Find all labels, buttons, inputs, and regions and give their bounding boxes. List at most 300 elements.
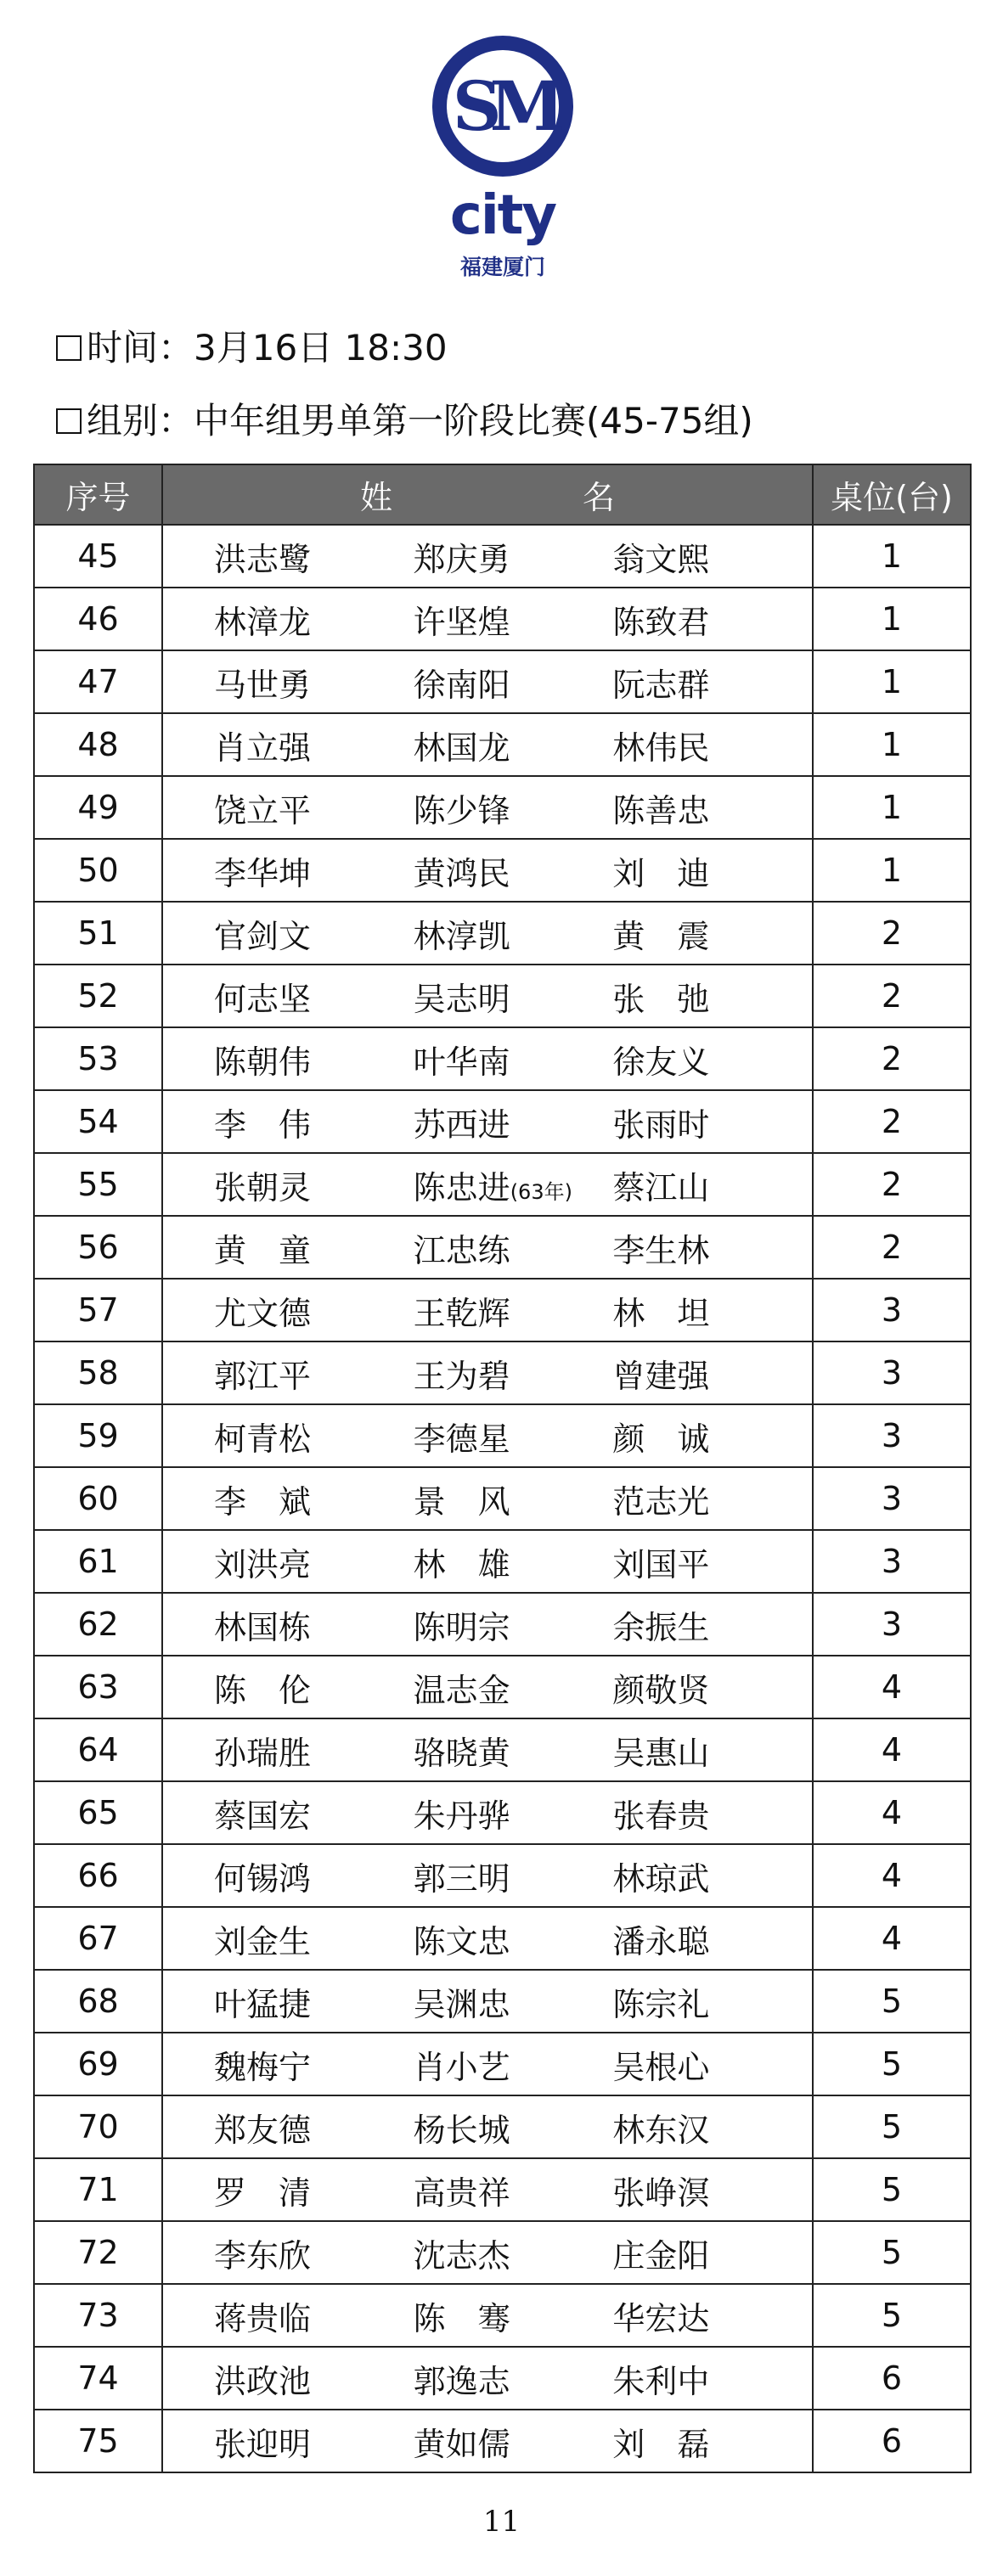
- player-name-text: 张雨时: [612, 1105, 710, 1144]
- player-name-text: 张峥溟: [612, 2174, 710, 2212]
- player-name-text: 陈忠进: [413, 1168, 510, 1206]
- table-header-row: [34, 464, 971, 525]
- player-name: [414, 2230, 613, 2276]
- player-name-text: 阮志群: [612, 666, 710, 704]
- player-name-text: 罗 清: [214, 2174, 312, 2212]
- row-seq: 71: [34, 2158, 162, 2221]
- checkbox-square-icon: [56, 408, 82, 434]
- header-name-surname: 姓: [359, 479, 392, 516]
- player-name: [214, 1413, 414, 1460]
- player-name-text: 郭江平: [214, 1357, 312, 1395]
- table-row: [34, 1907, 971, 1970]
- player-name: [414, 1350, 613, 1397]
- player-name-text: 范志光: [612, 1482, 710, 1521]
- table-row: [34, 713, 971, 776]
- header-name: [162, 464, 813, 525]
- player-name: [214, 1601, 414, 1648]
- player-name: [612, 1350, 812, 1397]
- player-name-text: 翁文熙: [612, 540, 710, 578]
- player-name: [214, 2104, 414, 2151]
- player-name-text: 马世勇: [214, 666, 312, 704]
- checkbox-square-icon: [56, 335, 82, 361]
- player-name: [612, 1978, 812, 2025]
- row-seq: 60: [34, 1467, 162, 1530]
- player-name-text: 华宏达: [612, 2299, 710, 2337]
- row-table-no: 3: [813, 1404, 971, 1467]
- player-name-text: 吴志明: [413, 980, 510, 1018]
- player-name-text: 景 风: [413, 1482, 510, 1521]
- roster-table: [33, 464, 972, 2473]
- player-name: [214, 785, 414, 831]
- table-row: [34, 1781, 971, 1844]
- player-name-text: 李德星: [413, 1420, 510, 1458]
- player-name: [214, 1978, 414, 2025]
- row-names: [162, 1341, 813, 1404]
- player-name-text: 洪志鹭: [214, 540, 312, 578]
- row-seq: 73: [34, 2284, 162, 2347]
- player-name-text: 吴惠山: [612, 1734, 710, 1772]
- row-seq: 55: [34, 1153, 162, 1216]
- player-name: [612, 2418, 812, 2465]
- player-name: [214, 2167, 414, 2213]
- player-name-text: 朱利中: [612, 2362, 710, 2400]
- player-name: [214, 2355, 414, 2402]
- row-table-no: 1: [813, 713, 971, 776]
- table-row: [34, 839, 971, 902]
- table-row: [34, 1718, 971, 1781]
- row-table-no: 3: [813, 1279, 971, 1341]
- row-seq: 48: [34, 713, 162, 776]
- player-name: [414, 596, 613, 643]
- player-name-text: 徐南阳: [413, 666, 510, 704]
- row-names: [162, 1781, 813, 1844]
- row-seq: 52: [34, 965, 162, 1027]
- player-name-text: 郑友德: [214, 2111, 312, 2149]
- player-name-text: 余振生: [612, 1608, 710, 1646]
- player-name: [214, 596, 414, 643]
- player-name-text: 叶华南: [413, 1043, 510, 1081]
- row-names: [162, 1593, 813, 1656]
- table-row: [34, 1216, 971, 1279]
- row-seq: 72: [34, 2221, 162, 2284]
- row-names: [162, 1530, 813, 1593]
- row-table-no: 2: [813, 965, 971, 1027]
- header-table-no: 桌位(台): [813, 464, 971, 525]
- player-name: [612, 1287, 812, 1334]
- player-name-text: 何锡鸿: [214, 1859, 312, 1898]
- player-name: [414, 847, 613, 894]
- row-seq: 65: [34, 1781, 162, 1844]
- player-name-text: 沈志杰: [413, 2236, 510, 2275]
- row-names: [162, 1153, 813, 1216]
- player-name: [612, 2292, 812, 2339]
- player-name-text: 徐友义: [612, 1043, 710, 1081]
- row-seq: 63: [34, 1656, 162, 1718]
- header-seq: 序号: [34, 464, 162, 525]
- player-name-text: 魏梅宁: [214, 2048, 312, 2086]
- player-name-text: 郭三明: [413, 1859, 510, 1898]
- player-name: [612, 847, 812, 894]
- player-name: [214, 2041, 414, 2088]
- player-name: [414, 1161, 613, 1208]
- player-name-text: 潘永聪: [612, 1922, 710, 1960]
- player-name: [414, 2167, 613, 2213]
- player-name: [612, 973, 812, 1020]
- row-names: [162, 2095, 813, 2158]
- row-table-no: 3: [813, 1530, 971, 1593]
- row-table-no: 5: [813, 2033, 971, 2095]
- player-name: [414, 1538, 613, 1585]
- player-name-text: 林漳龙: [214, 603, 312, 641]
- player-name-text: 黄 震: [612, 917, 710, 955]
- player-name: [414, 2355, 613, 2402]
- player-name: [612, 1036, 812, 1083]
- row-table-no: 5: [813, 1970, 971, 2033]
- table-row: [34, 525, 971, 588]
- player-name: [414, 2292, 613, 2339]
- row-names: [162, 1090, 813, 1153]
- info-group-text: 组别：中年组男单第一阶段比赛(45-75组): [87, 400, 753, 442]
- row-table-no: 3: [813, 1593, 971, 1656]
- player-name-text: 李 伟: [214, 1105, 312, 1144]
- player-name-text: 许坚煌: [413, 603, 510, 641]
- table-row: [34, 2095, 971, 2158]
- player-name-text: 黄如儒: [413, 2425, 510, 2463]
- info-time-line: [56, 323, 448, 374]
- player-name-text: 叶猛捷: [214, 1985, 312, 2023]
- player-name: [214, 973, 414, 1020]
- row-names: [162, 1718, 813, 1781]
- row-table-no: 5: [813, 2095, 971, 2158]
- player-name: [214, 2418, 414, 2465]
- row-names: [162, 2221, 813, 2284]
- player-name: [214, 2292, 414, 2339]
- table-row: [34, 1341, 971, 1404]
- info-group-line: [56, 396, 753, 447]
- page-number: 11: [482, 2505, 521, 2539]
- player-name-text: 林 雄: [413, 1545, 510, 1583]
- row-table-no: 4: [813, 1907, 971, 1970]
- row-seq: 53: [34, 1027, 162, 1090]
- player-name-text: 庄金阳: [612, 2236, 710, 2275]
- player-name: [414, 1287, 613, 1334]
- player-name: [414, 910, 613, 957]
- row-table-no: 2: [813, 1027, 971, 1090]
- table-row: [34, 650, 971, 713]
- player-name-text: 李生林: [612, 1231, 710, 1269]
- row-table-no: 1: [813, 525, 971, 588]
- player-name-text: 郭逸志: [413, 2362, 510, 2400]
- row-seq: 68: [34, 1970, 162, 2033]
- player-name: [414, 1978, 613, 2025]
- player-name-text: 王乾辉: [413, 1294, 510, 1332]
- table-row: [34, 1593, 971, 1656]
- player-name-text: 陈致君: [612, 603, 710, 641]
- player-name-text: 陈善忠: [612, 791, 710, 830]
- player-name: [612, 2355, 812, 2402]
- player-name-text: 颜敬贤: [612, 1671, 710, 1709]
- player-name: [214, 1853, 414, 1899]
- player-name: [612, 2104, 812, 2151]
- player-name: [414, 1036, 613, 1083]
- player-name: [214, 1790, 414, 1836]
- logo-location-text: 福建厦门: [459, 255, 545, 279]
- row-table-no: 2: [813, 1090, 971, 1153]
- row-table-no: 6: [813, 2410, 971, 2472]
- row-table-no: 2: [813, 1153, 971, 1216]
- player-name-text: 张朝灵: [214, 1168, 312, 1206]
- player-name: [414, 533, 613, 580]
- player-name: [612, 1413, 812, 1460]
- player-name: [214, 1161, 414, 1208]
- player-name-text: 苏西进: [413, 1105, 510, 1144]
- row-names: [162, 2158, 813, 2221]
- player-name: [214, 659, 414, 706]
- row-seq: 54: [34, 1090, 162, 1153]
- table-body: [34, 525, 971, 2472]
- row-table-no: 4: [813, 1781, 971, 1844]
- player-name-text: 张春贵: [612, 1797, 710, 1835]
- player-name: [214, 847, 414, 894]
- player-name: [214, 2230, 414, 2276]
- sm-city-logo: [427, 36, 578, 290]
- row-names: [162, 965, 813, 1027]
- table-row: [34, 1656, 971, 1718]
- player-name: [414, 2418, 613, 2465]
- player-name-text: 张 弛: [612, 980, 710, 1018]
- table-row: [34, 1530, 971, 1593]
- player-name-text: 张迎明: [214, 2425, 312, 2463]
- row-names: [162, 650, 813, 713]
- row-table-no: 1: [813, 839, 971, 902]
- player-name-text: 朱丹骅: [413, 1797, 510, 1835]
- player-name-text: 江忠练: [413, 1231, 510, 1269]
- row-table-no: 3: [813, 1341, 971, 1404]
- player-name-text: 林淳凯: [413, 917, 510, 955]
- player-name-text: 刘金生: [214, 1922, 312, 1960]
- row-seq: 59: [34, 1404, 162, 1467]
- player-name: [414, 1915, 613, 1962]
- player-name-text: 刘国平: [612, 1545, 710, 1583]
- player-name-text: 肖小艺: [413, 2048, 510, 2086]
- row-names: [162, 1216, 813, 1279]
- player-name-text: 陈 骞: [413, 2299, 510, 2337]
- row-names: [162, 2284, 813, 2347]
- row-seq: 51: [34, 902, 162, 965]
- player-name: [612, 1476, 812, 1522]
- player-name: [214, 533, 414, 580]
- player-name-text: 林国栋: [214, 1608, 312, 1646]
- row-names: [162, 839, 813, 902]
- row-seq: 46: [34, 588, 162, 650]
- row-names: [162, 2347, 813, 2410]
- row-seq: 66: [34, 1844, 162, 1907]
- row-seq: 57: [34, 1279, 162, 1341]
- row-names: [162, 2410, 813, 2472]
- player-name: [612, 596, 812, 643]
- player-name-text: 吴根心: [612, 2048, 710, 2086]
- table-row: [34, 1844, 971, 1907]
- table-row: [34, 1027, 971, 1090]
- player-name: [214, 1538, 414, 1585]
- player-name-text: 洪政池: [214, 2362, 312, 2400]
- row-seq: 67: [34, 1907, 162, 1970]
- player-name: [414, 1413, 613, 1460]
- player-name-text: 柯青松: [214, 1420, 312, 1458]
- player-name: [414, 973, 613, 1020]
- row-table-no: 3: [813, 1467, 971, 1530]
- row-table-no: 2: [813, 902, 971, 965]
- player-name: [612, 722, 812, 768]
- row-names: [162, 1656, 813, 1718]
- player-name: [414, 1664, 613, 1711]
- table-row: [34, 902, 971, 965]
- logo-sm-mark: SM: [452, 66, 554, 146]
- row-names: [162, 525, 813, 588]
- player-name-text: 官剑文: [214, 917, 312, 955]
- player-name-text: 骆晓黄: [413, 1734, 510, 1772]
- table-row: [34, 1467, 971, 1530]
- row-names: [162, 588, 813, 650]
- row-table-no: 5: [813, 2158, 971, 2221]
- row-table-no: 6: [813, 2347, 971, 2410]
- player-name-text: 蒋贵临: [214, 2299, 312, 2337]
- player-name-text: 李华坤: [214, 854, 312, 892]
- row-names: [162, 776, 813, 839]
- row-names: [162, 1027, 813, 1090]
- player-name-text: 郑庆勇: [413, 540, 510, 578]
- player-name: [414, 1099, 613, 1145]
- player-name: [612, 1099, 812, 1145]
- table-row: [34, 1090, 971, 1153]
- row-seq: 69: [34, 2033, 162, 2095]
- player-name: [414, 722, 613, 768]
- player-name: [214, 910, 414, 957]
- player-name: [214, 722, 414, 768]
- player-name: [612, 659, 812, 706]
- player-name-text: 尤文德: [214, 1294, 312, 1332]
- row-names: [162, 902, 813, 965]
- row-names: [162, 1844, 813, 1907]
- player-name: [414, 659, 613, 706]
- player-name: [214, 1224, 414, 1271]
- player-name-text: 刘洪亮: [214, 1545, 312, 1583]
- player-name-text: 王为碧: [413, 1357, 510, 1395]
- player-name: [214, 1350, 414, 1397]
- player-name: [214, 1476, 414, 1522]
- player-name-text: 陈朝伟: [214, 1043, 312, 1081]
- player-name: [612, 533, 812, 580]
- row-names: [162, 1404, 813, 1467]
- table-row: [34, 588, 971, 650]
- player-name-text: 刘 磊: [612, 2425, 710, 2463]
- logo-city-text: city: [449, 184, 556, 247]
- row-seq: 47: [34, 650, 162, 713]
- row-table-no: 1: [813, 588, 971, 650]
- player-name-text: 林琼武: [612, 1859, 710, 1898]
- header-name-given: 名: [582, 479, 615, 516]
- player-name: [414, 2041, 613, 2088]
- row-table-no: 5: [813, 2284, 971, 2347]
- row-seq: 58: [34, 1341, 162, 1404]
- table-row: [34, 1153, 971, 1216]
- player-name-text: 李 斌: [214, 1482, 312, 1521]
- player-name-text: 陈明宗: [413, 1608, 510, 1646]
- player-name-text: 黄鸿民: [413, 854, 510, 892]
- player-name-text: 陈宗礼: [612, 1985, 710, 2023]
- player-name-text: 林伟民: [612, 728, 710, 767]
- row-seq: 56: [34, 1216, 162, 1279]
- player-name: [612, 1664, 812, 1711]
- row-names: [162, 1467, 813, 1530]
- player-name: [414, 1224, 613, 1271]
- player-name: [414, 1727, 613, 1774]
- table-row: [34, 1279, 971, 1341]
- player-name: [414, 1601, 613, 1648]
- table-row: [34, 2033, 971, 2095]
- row-seq: 50: [34, 839, 162, 902]
- player-name-text: 陈 伦: [214, 1671, 312, 1709]
- row-names: [162, 1907, 813, 1970]
- player-name: [214, 1664, 414, 1711]
- row-seq: 62: [34, 1593, 162, 1656]
- row-seq: 70: [34, 2095, 162, 2158]
- player-name: [612, 2230, 812, 2276]
- table-row: [34, 2158, 971, 2221]
- player-name: [612, 2041, 812, 2088]
- table-row: [34, 2410, 971, 2472]
- table-row: [34, 2284, 971, 2347]
- row-table-no: 1: [813, 650, 971, 713]
- player-name: [612, 1915, 812, 1962]
- table-row: [34, 965, 971, 1027]
- row-table-no: 4: [813, 1718, 971, 1781]
- player-birth-year-note: (63年): [510, 1179, 572, 1204]
- player-name: [612, 1224, 812, 1271]
- table-row: [34, 1970, 971, 2033]
- row-table-no: 4: [813, 1656, 971, 1718]
- player-name-text: 饶立平: [214, 791, 312, 830]
- player-name-text: 吴渊忠: [413, 1985, 510, 2023]
- player-name: [414, 1853, 613, 1899]
- player-name-text: 黄 童: [214, 1231, 312, 1269]
- row-seq: 61: [34, 1530, 162, 1593]
- player-name: [612, 1790, 812, 1836]
- player-name-text: 何志坚: [214, 980, 312, 1018]
- player-name-text: 蔡江山: [612, 1168, 710, 1206]
- player-name-text: 杨长城: [413, 2111, 510, 2149]
- table-row: [34, 1404, 971, 1467]
- player-name-text: 林 坦: [612, 1294, 710, 1332]
- player-name: [414, 1790, 613, 1836]
- player-name: [414, 785, 613, 831]
- row-table-no: 1: [813, 776, 971, 839]
- row-table-no: 2: [813, 1216, 971, 1279]
- player-name-text: 肖立强: [214, 728, 312, 767]
- player-name: [612, 910, 812, 957]
- table-row: [34, 2221, 971, 2284]
- player-name: [612, 1601, 812, 1648]
- player-name-text: 温志金: [413, 1671, 510, 1709]
- player-name: [612, 1853, 812, 1899]
- row-seq: 45: [34, 525, 162, 588]
- table-row: [34, 776, 971, 839]
- player-name-text: 林东汉: [612, 2111, 710, 2149]
- row-names: [162, 713, 813, 776]
- player-name: [214, 1727, 414, 1774]
- player-name-text: 李东欣: [214, 2236, 312, 2275]
- player-name-text: 陈文忠: [413, 1922, 510, 1960]
